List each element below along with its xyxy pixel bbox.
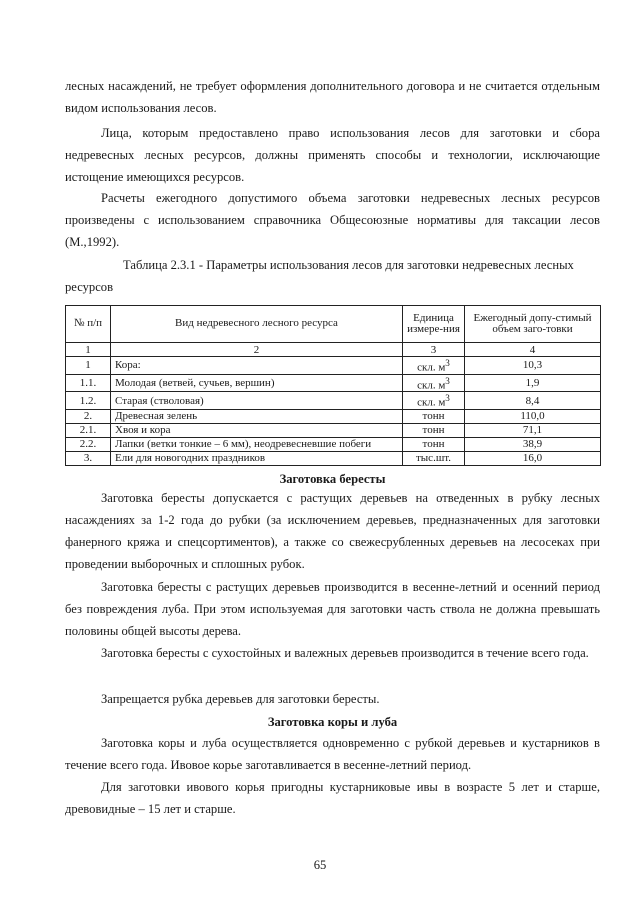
index-cell: 2 <box>111 343 403 357</box>
row-type: Старая (стволовая) <box>111 392 403 410</box>
unit-superscript: 3 <box>445 375 450 386</box>
unit-superscript: 3 <box>445 358 450 368</box>
row-volume: 110,0 <box>465 409 601 423</box>
unit-superscript: 3 <box>445 393 450 404</box>
row-unit: тонн <box>403 423 465 437</box>
header-unit: Единица измере-ния <box>403 306 465 343</box>
table-row <box>66 374 601 392</box>
paragraph-bark-allowed: Заготовка бересты допускается с растущих деревьев на отведенных в рубку лесных насаждениях за 1-2 года до рубки (за исключением деревьев, предназначенных для заготовки фанерного кряжа и спецсортиментов), а также со свежесрубленных деревьев на лесосеках при проведении выборочных и сплошных рубок. <box>65 491 600 571</box>
row-unit: тонн <box>403 437 465 451</box>
row-type: Древесная зелень <box>111 409 403 423</box>
table-row <box>66 357 601 375</box>
row-volume: 71,1 <box>465 423 601 437</box>
row-num: 1.1. <box>66 374 111 392</box>
unit-text: скл. м <box>417 396 446 409</box>
row-num: 2.2. <box>66 437 111 451</box>
row-unit: тонн <box>403 409 465 423</box>
row-type: Лапки (ветки тонкие – 6 мм), неодревесневшие побеги <box>111 437 403 451</box>
unit-text: скл. м <box>417 379 446 392</box>
paragraph-bark-prohibited: Запрещается рубка деревьев для заготовки бересты. <box>101 692 380 706</box>
index-cell: 3 <box>403 343 465 357</box>
row-unit: тыс.шт. <box>403 451 465 465</box>
row-type: Кора: <box>111 357 403 375</box>
index-cell: 4 <box>465 343 601 357</box>
header-num: № п/п <box>66 306 111 343</box>
row-volume: 8,4 <box>465 392 601 410</box>
row-num: 1 <box>66 357 111 375</box>
page-number: 65 <box>313 858 327 872</box>
table-row <box>66 437 601 451</box>
row-unit <box>403 374 465 392</box>
paragraph-calculations: Расчеты ежегодного допустимого объема заготовки недревесных лесных ресурсов произведены с использованием справочника Общесоюзные нормативы для таксации лесов (М.,1992). <box>65 191 600 249</box>
row-num: 1.2. <box>66 392 111 410</box>
table-header-row <box>66 306 601 343</box>
paragraph-bark-deadwood: Заготовка бересты с сухостойных и валежных деревьев производится в течение всего года. <box>101 646 589 660</box>
table-index-row <box>66 343 601 357</box>
table-row <box>66 423 601 437</box>
index-cell: 1 <box>66 343 111 357</box>
row-num: 3. <box>66 451 111 465</box>
row-volume: 16,0 <box>465 451 601 465</box>
row-volume: 10,3 <box>465 357 601 375</box>
heading-birch-bark: Заготовка бересты <box>279 472 386 486</box>
paragraph-bark-growing: Заготовка бересты с растущих деревьев производится в весенне-летний и осенний период без повреждения луба. При этом используемая для заготовки часть ствола не должна превышать половины общей высоты дерева. <box>65 580 600 638</box>
parameters-table <box>65 305 601 466</box>
table-row <box>66 409 601 423</box>
header-resource-type: Вид недревесного лесного ресурса <box>111 306 403 343</box>
row-type: Хвоя и кора <box>111 423 403 437</box>
unit-text: скл. м <box>417 361 446 374</box>
row-volume: 1,9 <box>465 374 601 392</box>
row-type: Молодая (ветвей, сучьев, вершин) <box>111 374 403 392</box>
row-type: Ели для новогодних праздников <box>111 451 403 465</box>
table-caption: Таблица 2.3.1 - Параметры использования лесов для заготовки недревесных лесных ресурсов <box>65 258 574 294</box>
row-num: 2.1. <box>66 423 111 437</box>
row-volume: 38,9 <box>465 437 601 451</box>
row-unit <box>403 392 465 410</box>
paragraph-continuation: лесных насаждений, не требует оформления дополнительного договора и не считается отдельным видом использования лесов. <box>65 79 600 115</box>
paragraph-users: Лица, которым предоставлено право использования лесов для заготовки и сбора недревесных лесных ресурсов, должны применять способы и технологии, исключающие истощение имеющихся ресурсов. <box>65 126 600 184</box>
paragraph-bast-timing: Заготовка коры и луба осуществляется одновременно с рубкой деревьев и кустарников в течение всего года. Ивовое корье заготавливается в весенне-летний период. <box>65 736 600 772</box>
header-annual-volume: Ежегодный допу-стимый объем заго-товки <box>465 306 601 343</box>
heading-bark-bast: Заготовка коры и луба <box>267 715 398 729</box>
table-row <box>66 451 601 465</box>
table-row <box>66 392 601 410</box>
paragraph-willow-age: Для заготовки ивового корья пригодны кустарниковые ивы в возрасте 5 лет и старше, древовидные – 15 лет и старше. <box>65 780 600 816</box>
row-num: 2. <box>66 409 111 423</box>
row-unit <box>403 357 465 375</box>
